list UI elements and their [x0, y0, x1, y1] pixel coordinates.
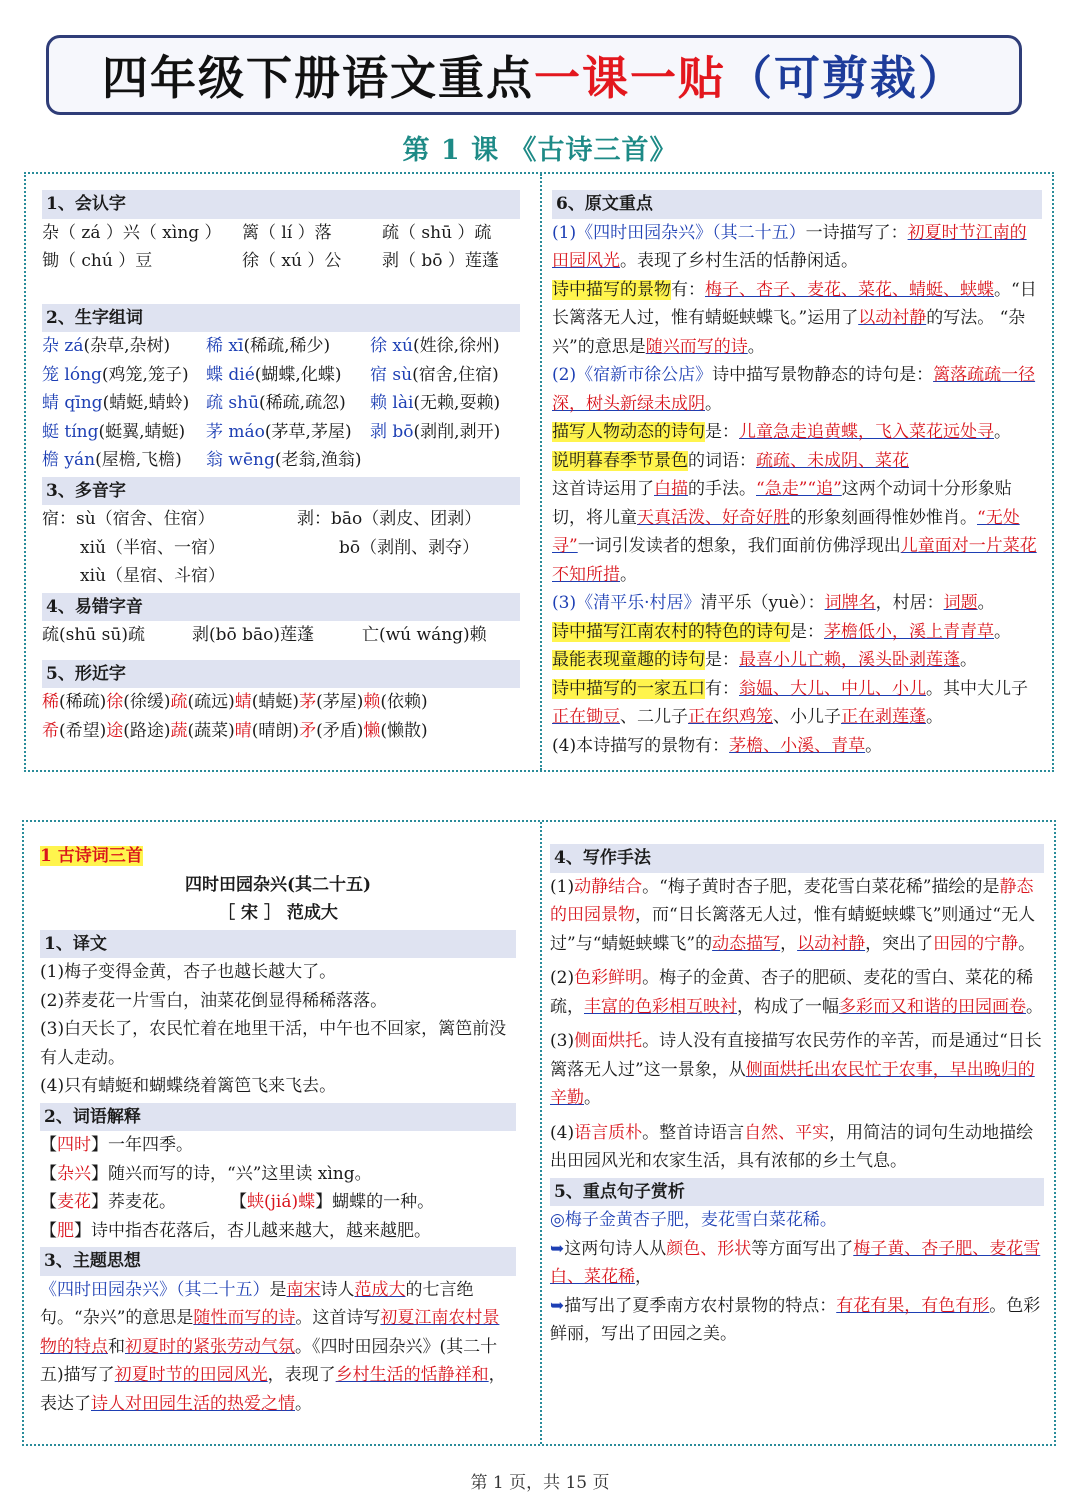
similar-char-word: (茅屋) [316, 692, 364, 712]
similar-char: 徐 [106, 692, 124, 712]
similar-char-word: (懒散) [380, 720, 428, 741]
similar-char-word: (依赖) [380, 692, 428, 712]
arrow-bullet-icon: ➥ [550, 1295, 565, 1316]
page-footer: 第 1 页，共 15 页 [470, 1473, 610, 1493]
panel1-left-column [42, 188, 520, 745]
section-header: 1、会认字 [42, 190, 520, 219]
word-group-item: 檐 yán(屋檐,飞檐) [42, 450, 182, 470]
word-group-item: 宿 sù(宿舍,住宿) [370, 364, 499, 385]
similar-char: 赖 [363, 692, 381, 712]
polyphone-row: 宿：sù（宿舍、住宿） 剥：bāo（剥皮、团剥） [42, 509, 482, 529]
word-group-item: 赖 lài(无赖,耍赖) [370, 393, 501, 413]
panel1-right-column [552, 188, 1042, 760]
similar-char-word: (路途) [123, 720, 171, 741]
word-group-list [42, 332, 520, 475]
translation-line: (4)只有蜻蜓和蝴蝶绕着篱笆飞来飞去。 [40, 1076, 337, 1096]
word-group-row [42, 446, 520, 475]
title-main: 四年级下册语文重点 [102, 51, 534, 105]
translation-line: (2)荞麦花一片雪白，油菜花倒显得稀稀落落。 [40, 990, 388, 1011]
panel2-left-column [40, 842, 516, 1418]
analysis-item: ➥描写出了夏季南方农村景物的特点：有花有果，有色有形。色彩鲜丽，写出了田园之美。 [550, 1295, 1041, 1344]
word-group-item: 翁 wēng(老翁,渔翁) [206, 450, 362, 470]
lesson-title: 第 1 课 《古诗三首》 [402, 135, 678, 166]
word-group-item: 剥 bō(剥削,剥开) [370, 421, 501, 442]
word-group-item: 疏 shū(稀疏,疏忽) [206, 393, 346, 413]
word-group-row [42, 418, 520, 447]
key-sentence: ◎梅子金黄杏子肥，麦花雪白菜花稀。 [550, 1210, 837, 1230]
translation-line: (1)梅子变得金黄，杏子也越长越大了。 [40, 962, 337, 982]
poem-author: ［ 宋 ］ 范成大 [218, 903, 338, 923]
word-group-item: 蝶 dié(蝴蝶,化蝶) [206, 364, 342, 385]
technique-item: (4)语言质朴。整首诗语言自然、平实，用简洁的词句生动地描绘出田园风光和农家生活，具有浓郁的乡土气息。 [550, 1122, 1034, 1171]
similar-char-word: (晴朗) [251, 720, 300, 741]
similar-char-word: (疏远) [187, 692, 235, 712]
analysis-item: ➥这两句诗人从颜色、形状等方面写出了梅子黄、杏子肥、麦花雪白、菜花稀， [550, 1238, 1041, 1287]
similar-char: 矛 [299, 720, 317, 741]
column-divider [540, 822, 542, 1444]
word-group-item: 茅 máo(茅草,茅屋) [206, 421, 352, 442]
technique-item: (1)动静结合。“梅子黄时杏子肥，麦花雪白菜花稀”描绘的是静态的田园景物，而“日长篱落无人过，惟有蜻蜓蛱蝶飞”则通过“无人过”与“蜻蜓蛱蝶飞”的动态描写，以动衬静，突出了田园的宁静。 [550, 876, 1036, 954]
similar-char: 途 [106, 720, 124, 741]
similar-char: 蜻 [234, 692, 252, 712]
section-header: 2、生字组词 [42, 304, 520, 333]
similar-char-word: (徐缓) [123, 692, 171, 712]
vocab-item: 【肥】诗中指杏花落后，杏儿越来越大，越来越肥。 [40, 1220, 431, 1241]
similar-char-word: (稀疏) [59, 692, 107, 712]
similar-char: 希 [42, 720, 59, 741]
similar-chars-row [42, 717, 520, 746]
vocab-item: 【杂兴】随兴而写的诗，“兴”这里读 xìng。 [40, 1163, 372, 1184]
section-header: 3、多音字 [42, 477, 520, 506]
panel2-right-column [550, 842, 1044, 1349]
section-header: 5、重点句子赏析 [550, 1178, 1044, 1207]
arrow-bullet-icon: ➥ [550, 1238, 565, 1259]
similar-char-word: (矛盾) [316, 720, 364, 741]
section-header: 5、形近字 [42, 660, 520, 689]
similar-char: 懒 [363, 720, 381, 741]
word-group-row [42, 361, 520, 390]
technique-item: (2)色彩鲜明。梅子的金黄、杏子的肥硕、麦花的雪白、菜花的稀疏，丰富的色彩相互映衬，构成了一幅多彩而又和谐的田园画卷。 [550, 968, 1043, 1017]
word-group-item: 蜓 tíng(蜓翼,蜻蜓) [42, 421, 186, 442]
vocab-item: 【四时】一年四季。 [40, 1135, 193, 1155]
vocab-item: 【麦花】荞麦花。 【蛱(jiá)蝶】蝴蝶的一种。 [40, 1192, 435, 1212]
word-group-item: 杂 zá(杂草,杂树) [42, 336, 171, 356]
section-header: 4、易错字音 [42, 593, 520, 622]
similar-chars-row [42, 688, 520, 717]
title-note: （可剪裁） [726, 51, 966, 105]
poem-title: 四时田园杂兴(其二十五) [184, 874, 372, 895]
word-group-item: 笼 lóng(鸡笼,笼子) [42, 364, 189, 385]
circle-bullet-icon: ◎ [550, 1210, 565, 1230]
word-group-item: 徐 xú(姓徐,徐州) [370, 336, 500, 356]
section-header: 4、写作手法 [550, 844, 1044, 873]
recognize-row: 杂（ zá ）兴（ xìng ） 篱（ lí ）落 疏（ shū ）疏 [42, 222, 492, 243]
similar-char: 晴 [234, 720, 252, 741]
translation-line: (3)白天长了，农民忙着在地里干活，中午也不回家，篱笆前没有人走动。 [40, 1019, 507, 1068]
section-header: 1、译文 [40, 930, 516, 959]
polyphone-row: xiù（星宿、斗宿） [80, 566, 225, 586]
panel-key-points [24, 172, 1054, 772]
word-group-row [42, 332, 520, 361]
section-header: 2、词语解释 [40, 1103, 516, 1132]
similar-char-word: (蔬菜) [187, 720, 235, 741]
similar-char: 茅 [299, 692, 317, 712]
similar-char: 稀 [42, 692, 59, 712]
word-group-item: 稀 xī(稀疏,稀少) [206, 336, 331, 356]
theme-paragraph: 《四时田园杂兴》（其二十五）是南宋诗人范成大的七言绝句。“杂兴”的意思是随性而写的诗。这首诗写初夏江南农村景物的特点和初夏时的紧张劳动气氛。《四时田园杂兴》(其二十五)描写了初夏时节的田园风光，表现了乡村生活的恬静祥和，表达了诗人对田园生活的热爱之情。 [40, 1279, 506, 1414]
technique-item: (3)侧面烘托。诗人没有直接描写农民劳作的辛苦，而是通过“日长篱落无人过”这一景象，从侧面烘托出农民忙于农事，早出晚归的辛勤。 [550, 1031, 1042, 1108]
original-text-notes: (1)《四时田园杂兴》（其二十五）一诗描写了：初夏时节江南的田园风光。表现了乡村生活的恬静闲适。 诗中描写的景物有：梅子、杏子、麦花、菜花、蜻蜓、蛱蝶。“日长篱落无人过，惟有蜻蜓蛱蝶飞。”运用了以动衬静的写法。 “杂兴”的意思是随兴而写的诗。 (2)《宿新市徐公店》诗中描写景物静态的诗句是：篱落疏疏一径深，树头新绿未成阴。 描写人物动态的诗句是：儿童急走追黄蝶，飞入菜花远处寻。 说明暮春季节景色的词语：疏疏、未成阴、菜花 这首诗运用了白描的手法。“急走”“追”这两个动词十分形象贴切，将儿童天真活泼、好奇好胜的形象刻画得惟妙惟肖。“无处寻”一词引发读者的想象，我们面前仿佛浮现出儿童面对一片菜花不知所措。 (3)《清平乐·村居》清平乐（yuè）：词牌名，村居：词题。 诗中描写江南农村的特色的诗句是：茅檐低小，溪上青青草。 最能表现童趣的诗句是：最喜小儿亡赖，溪头卧剥莲蓬。 诗中描写的一家五口有：翁媪、大儿、中儿、小儿。其中大儿子正在锄豆、二儿子正在织鸡笼、小儿子正在剥莲蓬。 (4)本诗描写的景物有：茅檐、小溪、青草。 [552, 222, 1037, 756]
recognize-row: 锄（ chú ）豆 徐（ xú ）公 剥（ bō ）莲蓬 [42, 251, 499, 271]
mispronounce-row: 疏(shū sū)疏 剥(bō bāo)莲蓬 亡(wú wáng)赖 [42, 625, 487, 645]
similar-char-word: (蜻蜓) [251, 692, 300, 712]
similar-char-word: (希望) [59, 720, 107, 741]
word-group-item: 蜻 qīng(蜻蜓,蜻蛉) [42, 393, 190, 413]
panel-poem-notes [22, 820, 1056, 1446]
column-divider [540, 174, 542, 770]
similar-char: 蔬 [170, 720, 188, 741]
section-header: 3、主题思想 [40, 1247, 516, 1276]
title-banner [46, 35, 1022, 115]
lesson-tag: 1 古诗词三首 [40, 846, 143, 866]
polyphone-row: xiǔ（半宿、一宿） bō（剥削、剥夺） [80, 537, 480, 558]
section-header: 6、原文重点 [552, 190, 1042, 219]
title-highlight: 一课一贴 [534, 51, 726, 105]
word-group-row [42, 389, 520, 418]
similar-char: 疏 [170, 692, 188, 712]
